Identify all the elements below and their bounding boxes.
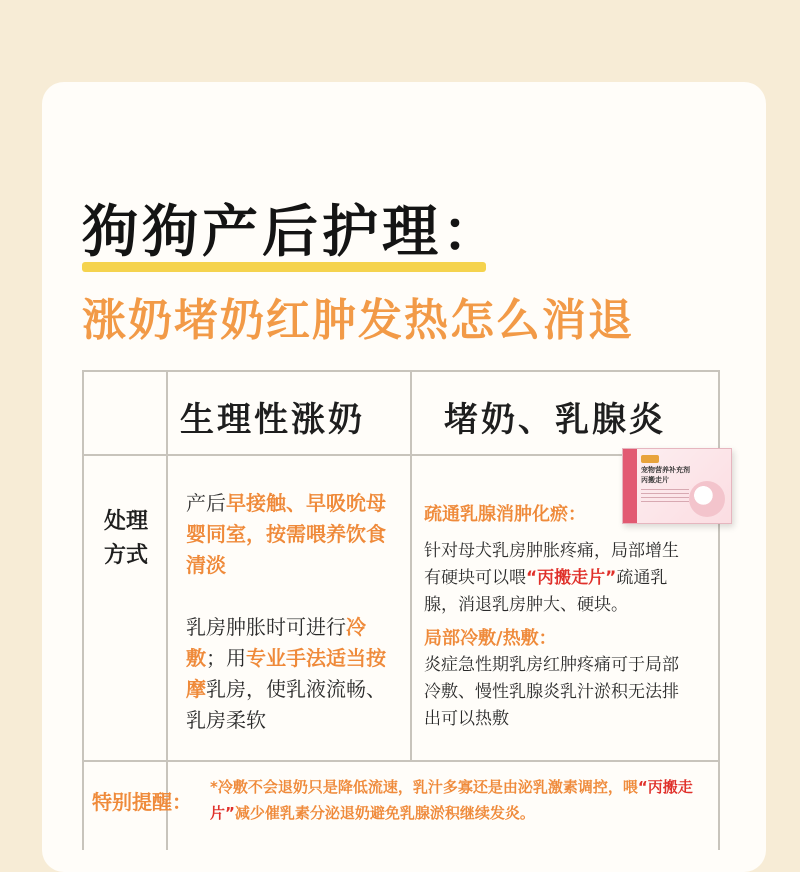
column-header-mastitis: 堵奶、乳腺炎 — [444, 400, 666, 440]
product-box-image: 宠物营养补充剂 丙搬走片 — [622, 448, 732, 524]
row-header-treatment: 处理 方式 — [103, 509, 148, 568]
physiological-tip-2: 乳房肿胀时可进行冷敷；用专业手法适当按摩乳房，使乳液流畅、乳房柔软 — [186, 615, 386, 732]
physiological-tip-1: 产后早接触、早吸吮母婴同室，按需喂养饮食清淡 — [186, 491, 386, 577]
page-title: 狗狗产后护理： — [82, 200, 502, 265]
mastitis-tip-1: 针对母犬乳房肿胀疼痛，局部增生有硬块可以喂“丙搬走片”疏通乳腺，消退乳房肿大、硬块。 — [424, 541, 679, 615]
paw-icon — [689, 481, 725, 517]
table-divider-left — [166, 370, 168, 850]
page-subtitle: 涨奶堵奶红肿发热怎么消退 — [82, 295, 634, 346]
special-reminder-text: *冷敷不会退奶只是降低流速，乳汁多寡还是由泌乳激素调控，喂“丙搬走片”减少催乳素分泌退奶避免乳腺淤积继续发炎。 — [210, 778, 693, 822]
mastitis-subheading-1: 疏通乳腺消肿化瘀： — [424, 504, 586, 525]
table-tip-divider — [82, 760, 720, 762]
special-reminder-label: 特别提醒： — [92, 790, 192, 814]
mastitis-subheading-2: 局部冷敷/热敷： — [424, 628, 557, 649]
table-divider-middle — [410, 370, 412, 760]
column-header-physiological: 生理性涨奶 — [180, 400, 365, 440]
mastitis-tip-2: 炎症急性期乳房红肿疼痛可于局部冷敷、慢性乳腺炎乳汁淤积无法排出可以热敷 — [424, 655, 679, 729]
